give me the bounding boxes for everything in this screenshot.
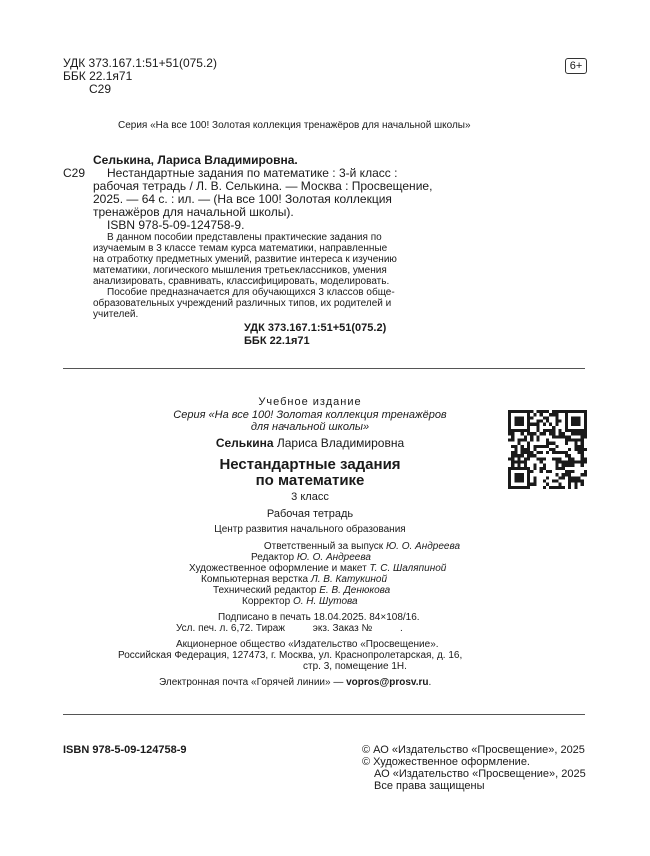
divider-top [63, 368, 585, 369]
annotation-line-4: математики, логического мышления третьеклассников, умения [93, 265, 387, 276]
annotation-line-7: образовательных учреждений различных типов, их родителей и [93, 298, 392, 309]
credit-role: Компьютерная верстка [201, 574, 309, 585]
bib-line-2: рабочая тетрадь / Л. В. Селькина. — Москва : Просвещение, [93, 179, 433, 193]
age-rating-badge: 6+ [565, 58, 587, 74]
bib-bbk-bold: ББК 22.1я71 [244, 335, 310, 347]
copyright-line-3: АО «Издательство «Просвещение», 2025 [374, 768, 586, 780]
series-line: Серия «На все 100! Золотая коллекция тренажёров для начальной школы» [118, 120, 471, 131]
print-line-2: Усл. печ. л. 6,72. Тираж экз. Заказ № . [176, 623, 403, 634]
credit-name: Л. В. Катукиной [310, 574, 388, 585]
edition-author [160, 437, 460, 450]
credit-role: Ответственный за выпуск [263, 541, 384, 552]
edition-kind: Рабочая тетрадь [266, 508, 354, 520]
annotation-line-1: В данном пособии представлены практические задания по [107, 232, 382, 243]
annotation-line-8: учителей. [93, 309, 139, 320]
bib-isbn: ISBN 978-5-09-124758-9. [107, 218, 245, 232]
edition-title-2: по математике [255, 472, 365, 489]
edition-series-1: Серия «На все 100! Золотая коллекция тренажёров [173, 409, 447, 421]
bib-line-4: тренажёров для начальной школы). [93, 205, 294, 219]
bib-author: Селькина, Лариса Владимировна. [93, 153, 298, 167]
email-label: Электронная почта «Горячей линии» — [159, 677, 347, 688]
credit-role: Художественное оформление и макет [189, 563, 367, 574]
credit-name: Ю. О. Андреева [296, 552, 371, 563]
annotation-line-5: анализировать, сравнивать, классифицировать, моделировать. [93, 276, 390, 287]
bib-udk-bold: УДК 373.167.1:51+51(075.2) [244, 322, 387, 334]
credit-role: Корректор [242, 596, 291, 607]
credit-1 [160, 541, 460, 552]
copyright-line-2: © Художественное оформление. [362, 756, 530, 768]
qr-code-icon [508, 410, 587, 489]
credit-role: Технический редактор [213, 585, 317, 596]
publisher-line-2: Российская Федерация, 127473, г. Москва, ул. Краснопролетарская, д. 16, [118, 650, 463, 661]
annotation-line-6: Пособие предназначается для обучающихся 3 классов обще- [107, 287, 395, 298]
bib-line-1: Нестандартные задания по математике : 3-й класс : [107, 166, 398, 180]
edition-author-name: Лариса Владимировна [276, 436, 405, 450]
bbk-code: ББК 22.1я71 [63, 69, 133, 83]
print-line-1: Подписано в печать 18.04.2025. 84×108/16. [218, 612, 420, 623]
credit-6 [242, 596, 358, 607]
credit-name: Е. В. Денюкова [319, 585, 391, 596]
bib-mark: С29 [63, 166, 86, 180]
credit-2 [251, 552, 371, 563]
copyright-line-4: Все права защищены [374, 780, 485, 792]
edition-type: Учебное издание [258, 396, 362, 408]
publisher-line-1: Акционерное общество «Издательство «Просвещение». [176, 639, 439, 650]
edition-grade: 3 класс [291, 491, 329, 503]
publisher-line-3: стр. 3, помещение 1Н. [303, 661, 407, 672]
credit-name: О. Н. Шутова [292, 596, 358, 607]
bib-line-3: 2025. — 64 с. : ил. — (На все 100! Золотая коллекция [93, 192, 392, 206]
email-address[interactable]: vopros@prosv.ru [346, 677, 429, 688]
edition-author-surname: Селькина [215, 436, 274, 450]
credit-role: Редактор [251, 552, 295, 563]
credit-name: Т. С. Шаляпиной [369, 563, 447, 574]
edition-center: Центр развития начального образования [214, 524, 406, 535]
credit-3 [189, 563, 446, 574]
annotation-line-3: на отработку предметных умений, развитие интереса к изучению [93, 254, 397, 265]
edition-title-1: Нестандартные задания [219, 456, 401, 473]
credit-name: Ю. О. Андреева [385, 541, 460, 552]
edition-series-2: для начальной школы» [250, 421, 370, 433]
email-end: . [428, 677, 432, 688]
email-line [159, 677, 431, 688]
udk-code: УДК 373.167.1:51+51(075.2) [63, 56, 217, 70]
divider-bottom [63, 714, 585, 715]
author-mark: С29 [89, 82, 112, 96]
copyright-line-1: © АО «Издательство «Просвещение», 2025 [362, 744, 585, 756]
credit-5 [213, 585, 390, 596]
credit-4 [201, 574, 387, 585]
annotation-line-2: изучаемым в 3 классе темам курса математики, направленные [93, 243, 388, 254]
footer-isbn: ISBN 978-5-09-124758-9 [63, 744, 187, 756]
